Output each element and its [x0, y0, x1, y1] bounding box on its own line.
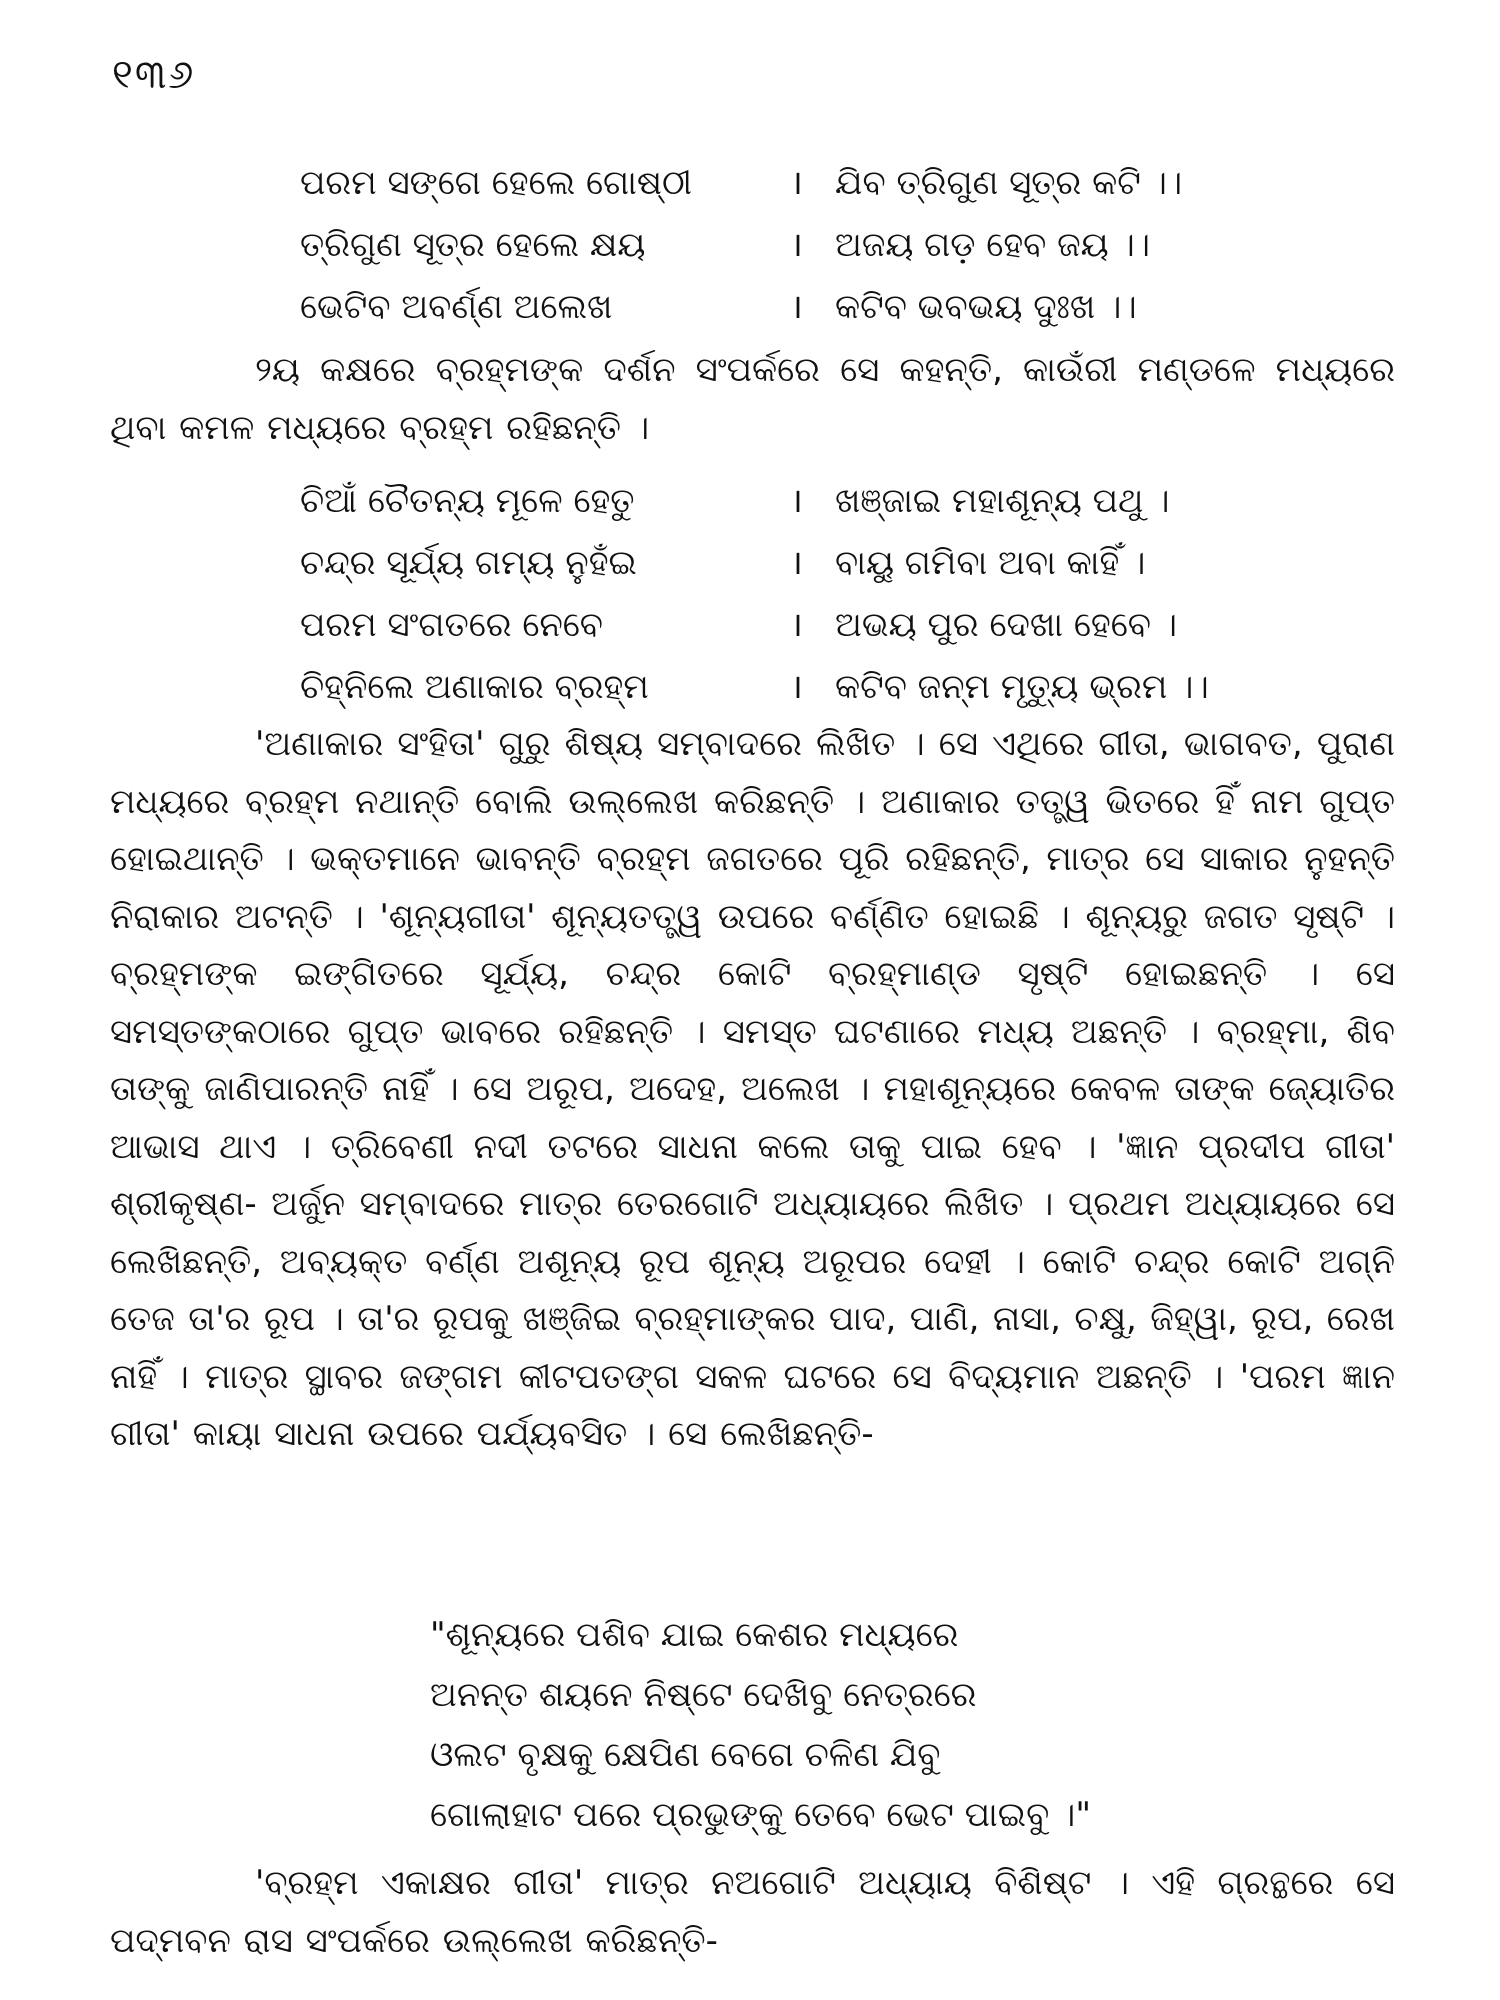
verse-line-left: ଚିଆଁ ଚୈତନ୍ୟ ମୂଳେ ହେତୁ: [300, 481, 635, 521]
verse-line-right: ଅଭୟ ପୁର ଦେଖା ହେବେ ।: [835, 605, 1178, 645]
quote-line: ଅନନ୍ତ ଶୟନେ ନିଷ୍ଟେ ଦେଖିବୁ ନେତ୍ରରେ: [430, 1675, 977, 1715]
verse-line: [0, 276, 1500, 338]
verse-separator: ।: [790, 225, 803, 265]
quote-line: "ଶୂନ୍ୟରେ ପଶିବ ଯାଇ କେଶର ମଧ୍ୟରେ: [430, 1615, 959, 1655]
verse-line-right: କଟିବ ଭବଭୟ ଦୁଃଖ ।।: [835, 287, 1137, 327]
verse-line: [0, 214, 1500, 276]
verse-line: [0, 656, 1500, 718]
verse-line-left: ଚନ୍ଦ୍ର ସୂର୍ଯ୍ୟ ଗମ୍ୟ ନୁହଁଇ: [300, 543, 637, 583]
verse-line: [0, 594, 1500, 656]
verse-line-left: ଚିହ୍ନିଲେ ଅଣାକାର ବ୍ରହ୍ମ: [300, 667, 649, 707]
quote-line: ଗୋଲାହାଟ ପରେ ପ୍ରଭୁଙ୍କୁ ତେବେ ଭେଟ ପାଇବୁ ।": [430, 1795, 1091, 1835]
verse-line-right: ଯିବ ତ୍ରିଗୁଣ ସୂତ୍ର କଟି ।।: [835, 163, 1183, 203]
verse-line-left: ତ୍ରିଗୁଣ ସୂତ୍ର ହେଲେ କ୍ଷୟ: [300, 225, 646, 265]
verse-line: [0, 470, 1500, 532]
verse-separator: ।: [790, 287, 803, 327]
verse-line-right: ଖଞ୍ଜାଇ ମହାଶୂନ୍ୟ ପଥୁ ।: [835, 481, 1170, 521]
verse-block-1: [0, 152, 1500, 338]
verse-separator: ।: [790, 163, 803, 203]
paragraph: ୨ୟ କକ୍ଷରେ ବ୍ରହ୍ମଙ୍କ ଦର୍ଶନ ସଂପର୍କରେ ସେ କହନ୍ତି, କାଉଁରୀ ମଣ୍ଡଳେ ମଧ୍ୟରେ ଥିବା କମଳ ମଧ୍ୟରେ ବ୍ରହ୍ମ ରହିଛନ୍ତି ।: [110, 350, 1395, 448]
paragraph: 'ବ୍ରହ୍ମ ଏକାକ୍ଷର ଗୀତା' ମାତ୍ର ନଅଗୋଟି ଅଧ୍ୟାୟ ବିଶିଷ୍ଟ । ଏହି ଗ୍ରନ୍ଥରେ ସେ ପଦ୍ମବନ ରାସ ସଂପର୍କରେ ଉଲ୍ଲେଖ କରିଛନ୍ତି-: [110, 1863, 1395, 1961]
verse-separator: ।: [790, 481, 803, 521]
verse-block-2: [0, 470, 1500, 718]
quoted-verse: [430, 1605, 1330, 1845]
paragraph: 'ଅଣାକାର ସଂହିତା' ଗୁରୁ ଶିଷ୍ୟ ସମ୍ବାଦରେ ଲିଖିତ । ସେ ଏଥିରେ ଗୀତା, ଭାଗବତ, ପୁରାଣ ମଧ୍ୟରେ ବ୍ରହ୍ମ ନଥାନ୍ତି ବୋଲି ଉଲ୍ଲେଖ କରିଛନ୍ତି । ଅଣାକାର ତତ୍ତ୍ୱ ଭିତରେ ହିଁ ନାମ ଗୁପ୍ତ ହୋଇଥାନ୍ତି । ଭକ୍ତମାନେ ଭାବନ୍ତି ବ୍ରହ୍ମ ଜଗତରେ ପୂରି ରହିଛନ୍ତି, ମାତ୍ର ସେ ସାକାର ନୁହନ୍ତି ନିରାକାର ଅଟନ୍ତି । 'ଶୂନ୍ୟଗୀତା' ଶୂନ୍ୟତତ୍ତ୍ୱ ଉପରେ ବର୍ଣ୍ଣିତ ହୋଇଛି । ଶୂନ୍ୟରୁ ଜଗତ ସୃଷ୍ଟି । ବ୍ରହ୍ମଙ୍କ ଇଙ୍ଗିତରେ ସୂର୍ଯ୍ୟ, ଚନ୍ଦ୍ର କୋଟି ବ୍ରହ୍ମାଣ୍ଡ ସୃଷ୍ଟି ହୋଇଛନ୍ତି । ସେ ସମସ୍ତଙ୍କଠାରେ ଗୁପ୍ତ ଭାବରେ ରହିଛନ୍ତି । ସମସ୍ତ ଘଟଣାରେ ମଧ୍ୟ ଅଛନ୍ତି । ବ୍ରହ୍ମା, ଶିବ ତାଙ୍କୁ ଜାଣିପାରନ୍ତି ନାହିଁ । ସେ ଅରୂପ, ଅଦେହ, ଅଲେଖ । ମହାଶୂନ୍ୟରେ କେବଳ ତାଙ୍କ ଜ୍ୟୋତିର ଆଭାସ ଥାଏ । ତ୍ରିବେଣୀ ନଦୀ ତଟରେ ସାଧନା କଲେ ତାକୁ ପାଇ ହେବ । 'ଜ୍ଞାନ ପ୍ରଦୀପ ଗୀତା' ଶ୍ରୀକୃଷ୍ଣ- ଅର୍ଜୁନ ସମ୍ବାଦରେ ମାତ୍ର ତେରଗୋଟି ଅଧ୍ୟାୟରେ ଲିଖିତ । ପ୍ରଥମ ଅଧ୍ୟାୟରେ ସେ ଲେଖିଛନ୍ତି, ଅବ୍ୟକ୍ତ ବର୍ଣ୍ଣ ଅଶୂନ୍ୟ ରୂପ ଶୂନ୍ୟ ଅରୂପର ଦେହୀ । କୋଟି ଚନ୍ଦ୍ର କୋଟି ଅଗ୍ନି ତେଜ ତା'ର ରୂପ । ତା'ର ରୂପକୁ ଖଞ୍ଜିଇ ବ୍ରହ୍ମାଙ୍କର ପାଦ, ପାଣି, ନାସା, ଚକ୍ଷୁ, ଜିହ୍ୱା, ରୂପ, ରେଖ ନାହିଁ । ମାତ୍ର ସ୍ଥାବର ଜଙ୍ଗମ କୀଟପତଙ୍ଗ ସକଳ ଘଟରେ ସେ ବିଦ୍ୟମାନ ଅଛନ୍ତି । 'ପରମ ଜ୍ଞାନ ଗୀତା' କାୟା ସାଧନା ଉପରେ ପର୍ଯ୍ୟବସିତ । ସେ ଲେଖିଛନ୍ତି-: [110, 724, 1395, 1454]
verse-separator: ।: [790, 667, 803, 707]
verse-line: [0, 532, 1500, 594]
verse-line-right: ଅଜୟ ଗଡ଼ ହେବ ଜୟ ।।: [835, 225, 1151, 265]
page-number: ୧୩୬: [112, 52, 196, 98]
verse-separator: ।: [790, 543, 803, 583]
verse-line-left: ପରମ ସଂଗତରେ ନେବେ: [300, 605, 603, 645]
verse-line-left: ପରମ ସଙ୍ଗେ ହେଲେ ଗୋଷ୍ଠୀ: [300, 163, 693, 203]
verse-line-left: ଭେଟିବ ଅବର୍ଣ୍ଣ ଅଲେଖ: [300, 287, 613, 327]
verse-line-right: ବାୟୁ ଗମିବା ଅବା କାହିଁ ।: [835, 543, 1146, 583]
verse-line: [0, 152, 1500, 214]
verse-line-right: କଟିବ ଜନ୍ମ ମୃତ୍ୟୁ ଭ୍ରମ ।।: [835, 667, 1209, 707]
quote-line: ଓଲଟ ବୃକ୍ଷକୁ କ୍ଷେପିଣ ବେଗେ ଚଳିଣ ଯିବୁ: [430, 1735, 941, 1775]
verse-separator: ।: [790, 605, 803, 645]
